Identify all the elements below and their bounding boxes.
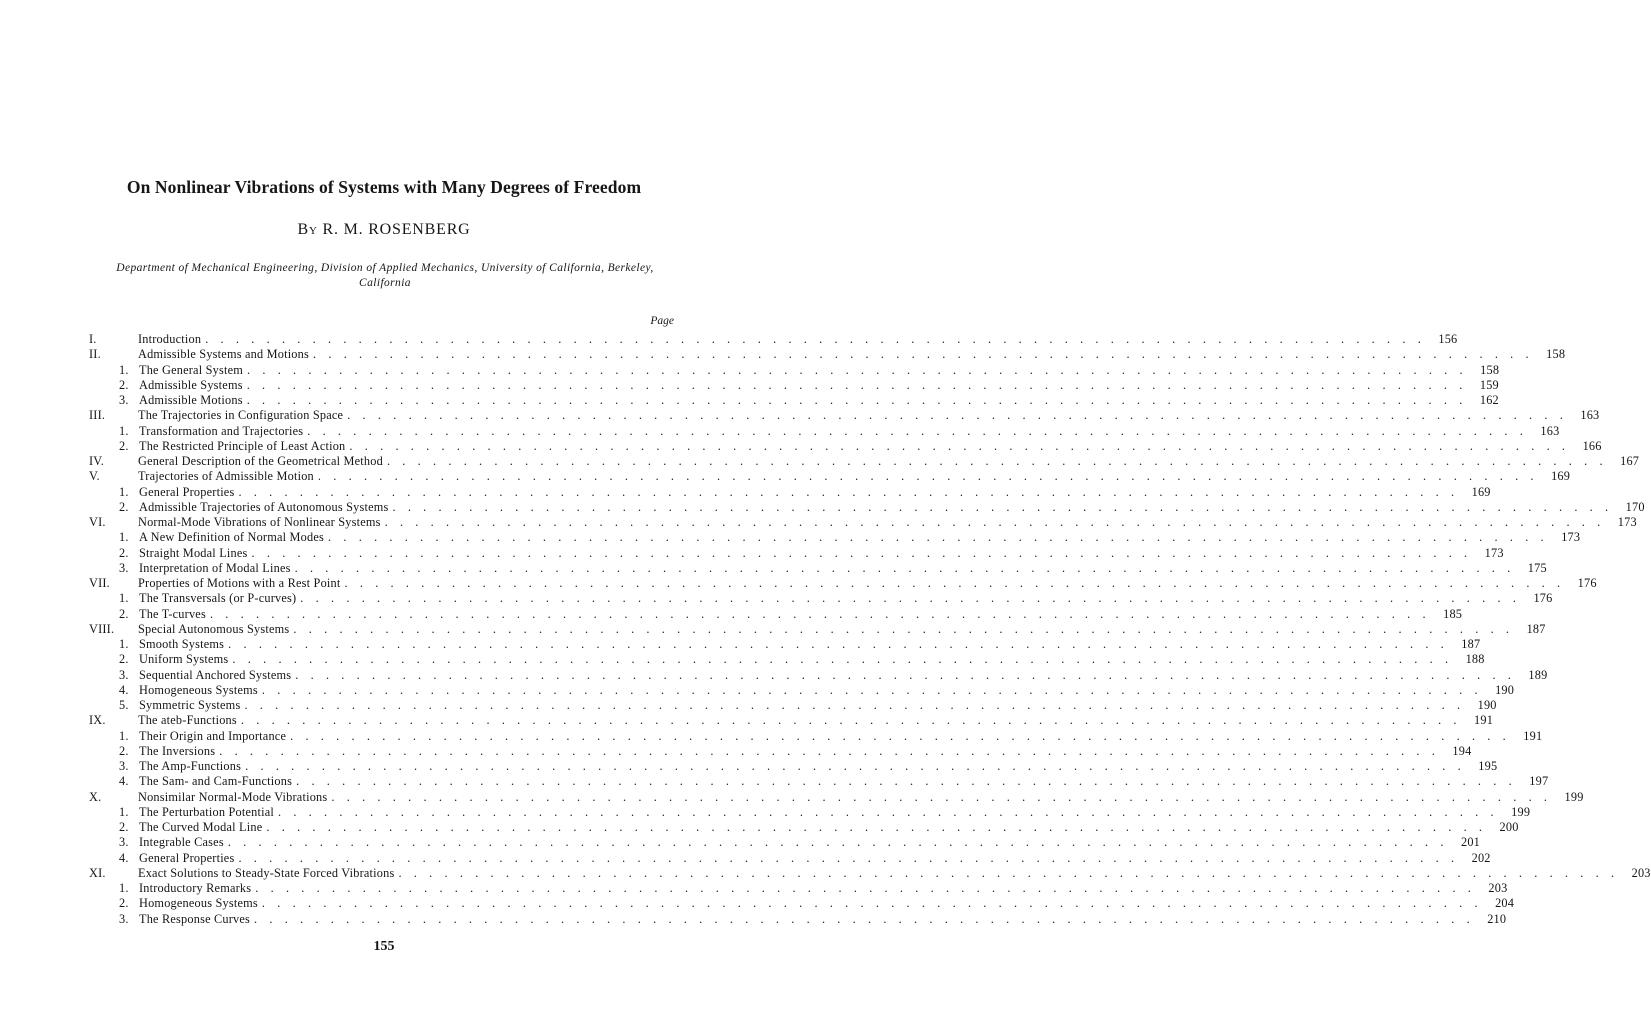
dot-leader: . . . . . . . . . . . . . . . . . . . . . . . . . . . . . . . . . . . . . . . . . . . . . . . . . . . . . . . . . . . . . . . . . . . . . . . . . . . . . . . .: [246, 393, 1467, 407]
toc-entry-line: [138, 865, 1651, 881]
toc-entry-number: 3.: [119, 393, 129, 407]
dot-leader: . . . . . . . . . . . . . . . . . . . . . . . . . . . . . . . . . . . . . . . . . . . . . . . . . . . . . . . . . . . . . . . . . . . . . . . . . . . . . . . .: [251, 545, 1472, 560]
toc-entry-line: [139, 682, 1515, 698]
toc-entry-page: 158: [1546, 347, 1566, 362]
toc-entry-number: I.: [89, 332, 97, 346]
dot-leader: . . . . . . . . . . . . . . . . . . . . . . . . . . . . . . . . . . . . . . . . . . . . . . . . . . . . . . . . . . . . . . . . . . . . . . . . . . . . . . . .: [261, 896, 1483, 911]
toc-entry-number: 1.: [119, 804, 129, 819]
toc-entry-line: [138, 621, 1546, 637]
toc-entry-number: 4.: [119, 850, 129, 865]
dot-leader: . . . . . . . . . . . . . . . . . . . . . . . . . . . . . . . . . . . . . . . . . . . . . . . . . . . . . . . . . . . . . . . . . . . . . . . . . . . . . . . .: [384, 515, 1605, 529]
toc-entry-number: 1.: [119, 637, 129, 651]
toc-entry-line: [139, 850, 1491, 866]
toc-entry-line: [139, 759, 1498, 774]
toc-entry-page: 191: [1523, 728, 1543, 743]
toc-entry: [0, 896, 1515, 911]
toc-entry-page: 188: [1465, 652, 1485, 667]
toc-entry-title: Nonsimilar Normal-Mode Vibrations: [138, 789, 328, 804]
toc-entry-title: General Description of the Geometrical Method: [138, 454, 383, 468]
toc-entry-line: [139, 667, 1548, 683]
article-title: On Nonlinear Vibrations of Systems with Many Degrees of Freedom: [126, 177, 642, 197]
toc-entry-line: [139, 606, 1463, 622]
toc-entry: [0, 591, 1553, 606]
toc-entry-title: The Amp-Functions: [139, 759, 242, 773]
toc-entry: [0, 865, 1651, 881]
toc-entry: [0, 576, 1597, 591]
toc-entry-page: 176: [1533, 591, 1553, 606]
toc-entry-title: General Properties: [139, 484, 235, 499]
dot-leader: . . . . . . . . . . . . . . . . . . . . . . . . . . . . . . . . . . . . . . . . . . . . . . . . . . . . . . . . . . . . . . . . . . . . . . . . . . . . . . . .: [313, 347, 1534, 362]
dot-leader: . . . . . . . . . . . . . . . . . . . . . . . . . . . . . . . . . . . . . . . . . . . . . . . . . . . . . . . . . . . . . . . . . . . . . . . . . . . . . . . .: [294, 560, 1515, 575]
toc-entry-line: [139, 438, 1602, 454]
toc-entry-line: [139, 728, 1543, 744]
toc-entry-title: Normal-Mode Vibrations of Nonlinear Systems: [138, 515, 381, 529]
toc-entry-title: Introduction: [138, 332, 202, 346]
toc-entry: [0, 377, 1499, 393]
toc-entry-title: Admissible Motions: [139, 393, 243, 407]
toc-entry-line: [139, 362, 1500, 378]
toc-entry-page: 163: [1580, 408, 1600, 423]
dot-leader: . . . . . . . . . . . . . . . . . . . . . . . . . . . . . . . . . . . . . . . . . . . . . . . . . . . . . . . . . . . . . . . . . . . . . . . . . . . . . . . .: [300, 591, 1521, 606]
toc-entry-number: V.: [89, 469, 100, 484]
toc-entry-line: [138, 347, 1566, 362]
toc-entry-page: 163: [1540, 423, 1560, 438]
dot-leader: . . . . . . . . . . . . . . . . . . . . . . . . . . . . . . . . . . . . . . . . . . . . . . . . . . . . . . . . . . . . . . . . . . . . . . . . . . . . . . . .: [349, 438, 1570, 453]
toc-entry-title: Exact Solutions to Steady-State Forced Vibrations: [138, 865, 395, 880]
toc-entry-title: The General System: [139, 362, 243, 377]
toc-entry: [0, 545, 1504, 561]
toc-entry-page: 190: [1495, 682, 1515, 697]
toc-entry-number: XI.: [89, 865, 106, 880]
toc-entry-title: Interpretation of Modal Lines: [139, 560, 291, 575]
toc-entry-number: 4.: [119, 682, 129, 697]
page-number: 155: [373, 939, 395, 954]
toc-entry: [0, 347, 1566, 362]
toc-entry: [0, 484, 1491, 500]
toc-entry: [0, 423, 1560, 439]
toc-entry-number: 5.: [119, 698, 129, 712]
toc-entry: [0, 438, 1602, 454]
dot-leader: . . . . . . . . . . . . . . . . . . . . . . . . . . . . . . . . . . . . . . . . . . . . . . . . . . . . . . . . . . . . . . . . . . . . . . . . . . . . . . . .: [228, 637, 1449, 651]
toc-entry-number: 2.: [119, 499, 129, 514]
toc-entry-title: A New Definition of Normal Modes: [139, 530, 325, 545]
toc-entry-title: Transformation and Trajectories: [139, 423, 304, 438]
toc-entry-line: [139, 393, 1499, 408]
toc-entry-title: The Trajectories in Configuration Space: [138, 408, 344, 423]
toc-entry-number: 2.: [119, 606, 129, 621]
toc-entry: [0, 499, 1645, 515]
toc-entry-page: 200: [1499, 820, 1519, 834]
toc-entry-number: 1.: [119, 591, 129, 606]
toc-entry-page: 170: [1625, 499, 1645, 514]
dot-leader: . . . . . . . . . . . . . . . . . . . . . . . . . . . . . . . . . . . . . . . . . . . . . . . . . . . . . . . . . . . . . . . . . . . . . . . . . . . . . . . .: [238, 484, 1459, 499]
author-affiliation: Department of Mechanical Engineering, Division of Applied Mechanics, University of California, Berkeley, California: [116, 262, 654, 289]
author-line: [0, 221, 768, 239]
toc-entry-line: [139, 698, 1497, 713]
dot-leader: . . . . . . . . . . . . . . . . . . . . . . . . . . . . . . . . . . . . . . . . . . . . . . . . . . . . . . . . . . . . . . . . . . . . . . . . . . . . . . . .: [232, 652, 1453, 667]
dot-leader: . . . . . . . . . . . . . . . . . . . . . . . . . . . . . . . . . . . . . . . . . . . . . . . . . . . . . . . . . . . . . . . . . . . . . . . . . . . . . . . .: [277, 804, 1499, 819]
toc-entry-number: 2.: [119, 438, 129, 453]
toc-entry: [0, 362, 1500, 378]
toc-entry: [0, 881, 1508, 896]
toc-entry-number: 1.: [119, 881, 129, 895]
toc-entry-number: 3.: [119, 759, 129, 773]
toc-entry-number: 2.: [119, 743, 129, 758]
toc-entry-page: 187: [1461, 637, 1481, 651]
toc-entry-page: 202: [1471, 850, 1491, 865]
toc-entry-page: 199: [1511, 804, 1531, 819]
toc-entry-page: 197: [1529, 774, 1549, 789]
table-of-contents: [0, 332, 1651, 927]
toc-entry: [0, 469, 1571, 484]
toc-entry-page: 195: [1478, 759, 1498, 773]
dot-leader: . . . . . . . . . . . . . . . . . . . . . . . . . . . . . . . . . . . . . . . . . . . . . . . . . . . . . . . . . . . . . . . . . . . . . . . . . . . . . . . .: [295, 667, 1516, 682]
toc-entry-page: 204: [1495, 896, 1515, 911]
toc-entry-number: IV.: [89, 454, 105, 468]
toc-entry: [0, 515, 1637, 530]
toc-entry: [0, 606, 1463, 622]
toc-entry-number: IX.: [89, 713, 106, 728]
toc-entry-title: Trajectories of Admissible Motion: [138, 469, 314, 484]
toc-entry-title: Smooth Systems: [139, 637, 225, 651]
toc-entry: [0, 698, 1497, 713]
toc-entry-page: 158: [1480, 362, 1500, 377]
toc-entry-title: Their Origin and Importance: [139, 728, 287, 743]
toc-entry-title: Homogeneous Systems: [139, 896, 258, 911]
toc-entry-number: 3.: [119, 835, 129, 850]
toc-entry: [0, 743, 1472, 759]
author-prefix: By: [297, 221, 318, 238]
toc-entry-line: [139, 591, 1553, 606]
toc-entry-number: 1.: [119, 362, 129, 377]
toc-entry-line: [139, 804, 1531, 820]
toc-entry-number: III.: [89, 408, 106, 423]
dot-leader: . . . . . . . . . . . . . . . . . . . . . . . . . . . . . . . . . . . . . . . . . . . . . . . . . . . . . . . . . . . . . . . . . . . . . . . . . . . . . . . .: [331, 789, 1552, 804]
toc-entry-page: 173: [1617, 515, 1637, 529]
toc-entry: [0, 820, 1519, 835]
toc-entry-page: 187: [1526, 621, 1546, 636]
toc-entry-title: The Inversions: [139, 743, 216, 758]
dot-leader: . . . . . . . . . . . . . . . . . . . . . . . . . . . . . . . . . . . . . . . . . . . . . . . . . . . . . . . . . . . . . . . . . . . . . . . . . . . . . . . .: [293, 621, 1514, 636]
dot-leader: . . . . . . . . . . . . . . . . . . . . . . . . . . . . . . . . . . . . . . . . . . . . . . . . . . . . . . . . . . . . . . . . . . . . . . . . . . . . . . . .: [398, 865, 1619, 880]
toc-entry-line: [139, 377, 1499, 393]
toc-entry-page: 194: [1452, 743, 1472, 758]
dot-leader: . . . . . . . . . . . . . . . . . . . . . . . . . . . . . . . . . . . . . . . . . . . . . . . . . . . . . . . . . . . . . . . . . . . . . . . . . . . . . . . .: [244, 698, 1465, 712]
toc-entry-page: 169: [1471, 484, 1491, 499]
toc-entry-title: The Curved Modal Line: [139, 820, 263, 834]
toc-entry-line: [139, 835, 1481, 850]
toc-entry-line: [139, 774, 1549, 789]
toc-entry-title: Special Autonomous Systems: [138, 621, 290, 636]
toc-entry: [0, 804, 1531, 820]
toc-entry: [0, 332, 1458, 347]
toc-entry-title: The Perturbation Potential: [139, 804, 274, 819]
toc-entry: [0, 652, 1485, 667]
toc-entry-page: 191: [1474, 713, 1494, 728]
toc-entry-page: 203: [1488, 881, 1508, 895]
toc-entry-page: 167: [1620, 454, 1640, 468]
toc-entry-title: The Sam- and Cam-Functions: [139, 774, 293, 789]
toc-entry-page: 176: [1577, 576, 1597, 590]
toc-entry-title: The Response Curves: [139, 911, 251, 926]
toc-entry: [0, 911, 1507, 927]
toc-entry-line: [139, 560, 1547, 576]
toc-entry: [0, 393, 1499, 408]
toc-entry-page: 185: [1443, 606, 1463, 621]
dot-leader: . . . . . . . . . . . . . . . . . . . . . . . . . . . . . . . . . . . . . . . . . . . . . . . . . . . . . . . . . . . . . . . . . . . . . . . . . . . . . . . .: [219, 743, 1440, 758]
dot-leader: . . . . . . . . . . . . . . . . . . . . . . . . . . . . . . . . . . . . . . . . . . . . . . . . . . . . . . . . . . . . . . . . . . . . . . . . . . . . . . . .: [227, 835, 1449, 850]
toc-entry-page: 169: [1551, 469, 1571, 484]
dot-leader: . . . . . . . . . . . . . . . . . . . . . . . . . . . . . . . . . . . . . . . . . . . . . . . . . . . . . . . . . . . . . . . . . . . . . . . . . . . . . . . .: [347, 408, 1568, 423]
dot-leader: . . . . . . . . . . . . . . . . . . . . . . . . . . . . . . . . . . . . . . . . . . . . . . . . . . . . . . . . . . . . . . . . . . . . . . . . . . . . . . . .: [328, 530, 1549, 545]
author-name: R. M. ROSENBERG: [322, 221, 471, 238]
toc-entry-number: 1.: [119, 484, 129, 499]
toc-entry-line: [139, 423, 1560, 439]
dot-leader: . . . . . . . . . . . . . . . . . . . . . . . . . . . . . . . . . . . . . . . . . . . . . . . . . . . . . . . . . . . . . . . . . . . . . . . . . . . . . . . .: [209, 606, 1431, 621]
toc-entry-page: 210: [1487, 911, 1507, 926]
toc-entry-number: 3.: [119, 911, 129, 926]
dot-leader: . . . . . . . . . . . . . . . . . . . . . . . . . . . . . . . . . . . . . . . . . . . . . . . . . . . . . . . . . . . . . . . . . . . . . . . . . . . . . . . .: [247, 362, 1468, 377]
toc-entry-line: [139, 743, 1472, 759]
toc-entry-line: [139, 545, 1504, 561]
toc-entry-line: [138, 408, 1600, 423]
toc-entry: [0, 682, 1515, 698]
toc-entry-page: 199: [1564, 789, 1584, 804]
dot-leader: . . . . . . . . . . . . . . . . . . . . . . . . . . . . . . . . . . . . . . . . . . . . . . . . . . . . . . . . . . . . . . . . . . . . . . . . . . . . . . . .: [266, 820, 1487, 834]
toc-entry-title: General Properties: [139, 850, 235, 865]
toc-entry-number: 2.: [119, 377, 129, 392]
dot-leader: . . . . . . . . . . . . . . . . . . . . . . . . . . . . . . . . . . . . . . . . . . . . . . . . . . . . . . . . . . . . . . . . . . . . . . . . . . . . . . . .: [290, 728, 1511, 743]
toc-entry-title: Admissible Systems and Motions: [138, 347, 309, 362]
toc-entry-title: Admissible Trajectories of Autonomous Systems: [139, 499, 389, 514]
page-column-label: Page: [650, 315, 674, 327]
toc-entry: [0, 530, 1581, 545]
toc-entry-title: The T-curves: [139, 606, 206, 621]
dot-leader: . . . . . . . . . . . . . . . . . . . . . . . . . . . . . . . . . . . . . . . . . . . . . . . . . . . . . . . . . . . . . . . . . . . . . . . . . . . . . . . .: [392, 499, 1613, 514]
dot-leader: . . . . . . . . . . . . . . . . . . . . . . . . . . . . . . . . . . . . . . . . . . . . . . . . . . . . . . . . . . . . . . . . . . . . . . . . . . . . . . . .: [307, 423, 1528, 438]
dot-leader: . . . . . . . . . . . . . . . . . . . . . . . . . . . . . . . . . . . . . . . . . . . . . . . . . . . . . . . . . . . . . . . . . . . . . . . . . . . . . . . .: [317, 469, 1539, 484]
toc-entry-title: Symmetric Systems: [139, 698, 241, 712]
toc-entry: [0, 713, 1494, 728]
toc-entry-line: [139, 530, 1581, 545]
toc-entry-number: X.: [89, 789, 102, 804]
toc-entry-line: [139, 499, 1645, 515]
toc-entry-line: [139, 896, 1515, 911]
toc-entry-line: [138, 713, 1494, 728]
toc-entry-line: [139, 637, 1481, 652]
toc-entry-title: Integrable Cases: [139, 835, 224, 850]
toc-entry-title: Straight Modal Lines: [139, 545, 248, 560]
dot-leader: . . . . . . . . . . . . . . . . . . . . . . . . . . . . . . . . . . . . . . . . . . . . . . . . . . . . . . . . . . . . . . . . . . . . . . . . . . . . . . . .: [205, 332, 1426, 346]
toc-entry-page: 156: [1438, 332, 1458, 346]
toc-entry-number: 3.: [119, 560, 129, 575]
toc-entry-number: 3.: [119, 667, 129, 682]
toc-entry-line: [139, 484, 1491, 500]
toc-entry: [0, 850, 1491, 866]
toc-entry-title: Homogeneous Systems: [139, 682, 258, 697]
toc-entry-number: 4.: [119, 774, 129, 789]
dot-leader: . . . . . . . . . . . . . . . . . . . . . . . . . . . . . . . . . . . . . . . . . . . . . . . . . . . . . . . . . . . . . . . . . . . . . . . . . . . . . . . .: [386, 454, 1608, 468]
toc-entry-page: 173: [1561, 530, 1581, 545]
toc-entry-title: The Transversals (or P-curves): [139, 591, 297, 606]
toc-entry-number: 1.: [119, 530, 129, 545]
toc-entry-number: 2.: [119, 652, 129, 667]
toc-entry-number: VII.: [89, 576, 110, 590]
toc-entry-title: The Restricted Principle of Least Action: [139, 438, 346, 453]
toc-entry-line: [138, 332, 1458, 347]
toc-entry-line: [138, 469, 1571, 484]
toc-entry-line: [139, 820, 1519, 835]
toc-entry-page: 190: [1477, 698, 1497, 712]
toc-entry-title: Uniform Systems: [139, 652, 229, 667]
toc-entry-line: [138, 789, 1584, 805]
dot-leader: . . . . . . . . . . . . . . . . . . . . . . . . . . . . . . . . . . . . . . . . . . . . . . . . . . . . . . . . . . . . . . . . . . . . . . . . . . . . . . . .: [246, 377, 1467, 392]
toc-entry-page: 159: [1479, 377, 1499, 392]
dot-leader: . . . . . . . . . . . . . . . . . . . . . . . . . . . . . . . . . . . . . . . . . . . . . . . . . . . . . . . . . . . . . . . . . . . . . . . . . . . . . . . .: [254, 911, 1475, 926]
dot-leader: . . . . . . . . . . . . . . . . . . . . . . . . . . . . . . . . . . . . . . . . . . . . . . . . . . . . . . . . . . . . . . . . . . . . . . . . . . . . . . . .: [255, 881, 1476, 895]
toc-entry: [0, 835, 1481, 850]
dot-leader: . . . . . . . . . . . . . . . . . . . . . . . . . . . . . . . . . . . . . . . . . . . . . . . . . . . . . . . . . . . . . . . . . . . . . . . . . . . . . . . .: [296, 774, 1517, 789]
toc-entry: [0, 560, 1547, 576]
toc-entry: [0, 728, 1543, 744]
toc-entry: [0, 667, 1548, 683]
toc-entry-page: 166: [1582, 438, 1602, 453]
toc-entry-page: 189: [1528, 667, 1548, 682]
dot-leader: . . . . . . . . . . . . . . . . . . . . . . . . . . . . . . . . . . . . . . . . . . . . . . . . . . . . . . . . . . . . . . . . . . . . . . . . . . . . . . . .: [240, 713, 1462, 728]
toc-entry-number: VI.: [89, 515, 106, 529]
toc-entry-page: 175: [1527, 560, 1547, 575]
dot-leader: . . . . . . . . . . . . . . . . . . . . . . . . . . . . . . . . . . . . . . . . . . . . . . . . . . . . . . . . . . . . . . . . . . . . . . . . . . . . . . . .: [238, 850, 1459, 865]
toc-entry-page: 203: [1631, 865, 1651, 880]
toc-entry-page: 162: [1479, 393, 1499, 407]
toc-entry-title: Introductory Remarks: [139, 881, 252, 895]
toc-entry-number: 1.: [119, 423, 129, 438]
toc-entry-line: [139, 652, 1485, 667]
toc-entry-title: Sequential Anchored Systems: [139, 667, 292, 682]
toc-entry-line: [139, 911, 1507, 927]
dot-leader: . . . . . . . . . . . . . . . . . . . . . . . . . . . . . . . . . . . . . . . . . . . . . . . . . . . . . . . . . . . . . . . . . . . . . . . . . . . . . . . .: [344, 576, 1565, 590]
toc-entry-page: 201: [1460, 835, 1481, 850]
toc-entry-line: [138, 576, 1597, 591]
toc-entry-number: VIII.: [89, 621, 115, 636]
toc-entry: [0, 454, 1640, 469]
toc-entry-title: The ateb-Functions: [138, 713, 237, 728]
toc-entry-number: 2.: [119, 896, 129, 911]
dot-leader: . . . . . . . . . . . . . . . . . . . . . . . . . . . . . . . . . . . . . . . . . . . . . . . . . . . . . . . . . . . . . . . . . . . . . . . . . . . . . . . .: [245, 759, 1466, 773]
toc-entry-title: Admissible Systems: [139, 377, 243, 392]
toc-entry-number: 2.: [119, 820, 129, 834]
toc-entry-number: II.: [89, 347, 101, 362]
toc-entry: [0, 408, 1600, 423]
toc-entry-number: 1.: [119, 728, 129, 743]
toc-entry-number: 2.: [119, 545, 129, 560]
toc-entry: [0, 789, 1584, 805]
dot-leader: . . . . . . . . . . . . . . . . . . . . . . . . . . . . . . . . . . . . . . . . . . . . . . . . . . . . . . . . . . . . . . . . . . . . . . . . . . . . . . . .: [261, 682, 1483, 697]
toc-entry-line: [139, 881, 1508, 896]
toc-entry: [0, 621, 1546, 637]
toc-entry: [0, 759, 1498, 774]
toc-entry-line: [138, 515, 1637, 530]
toc-entry-title: Properties of Motions with a Rest Point: [138, 576, 341, 590]
toc-entry: [0, 774, 1549, 789]
toc-entry-page: 173: [1484, 545, 1504, 560]
toc-entry: [0, 637, 1481, 652]
toc-entry-line: [138, 454, 1640, 469]
